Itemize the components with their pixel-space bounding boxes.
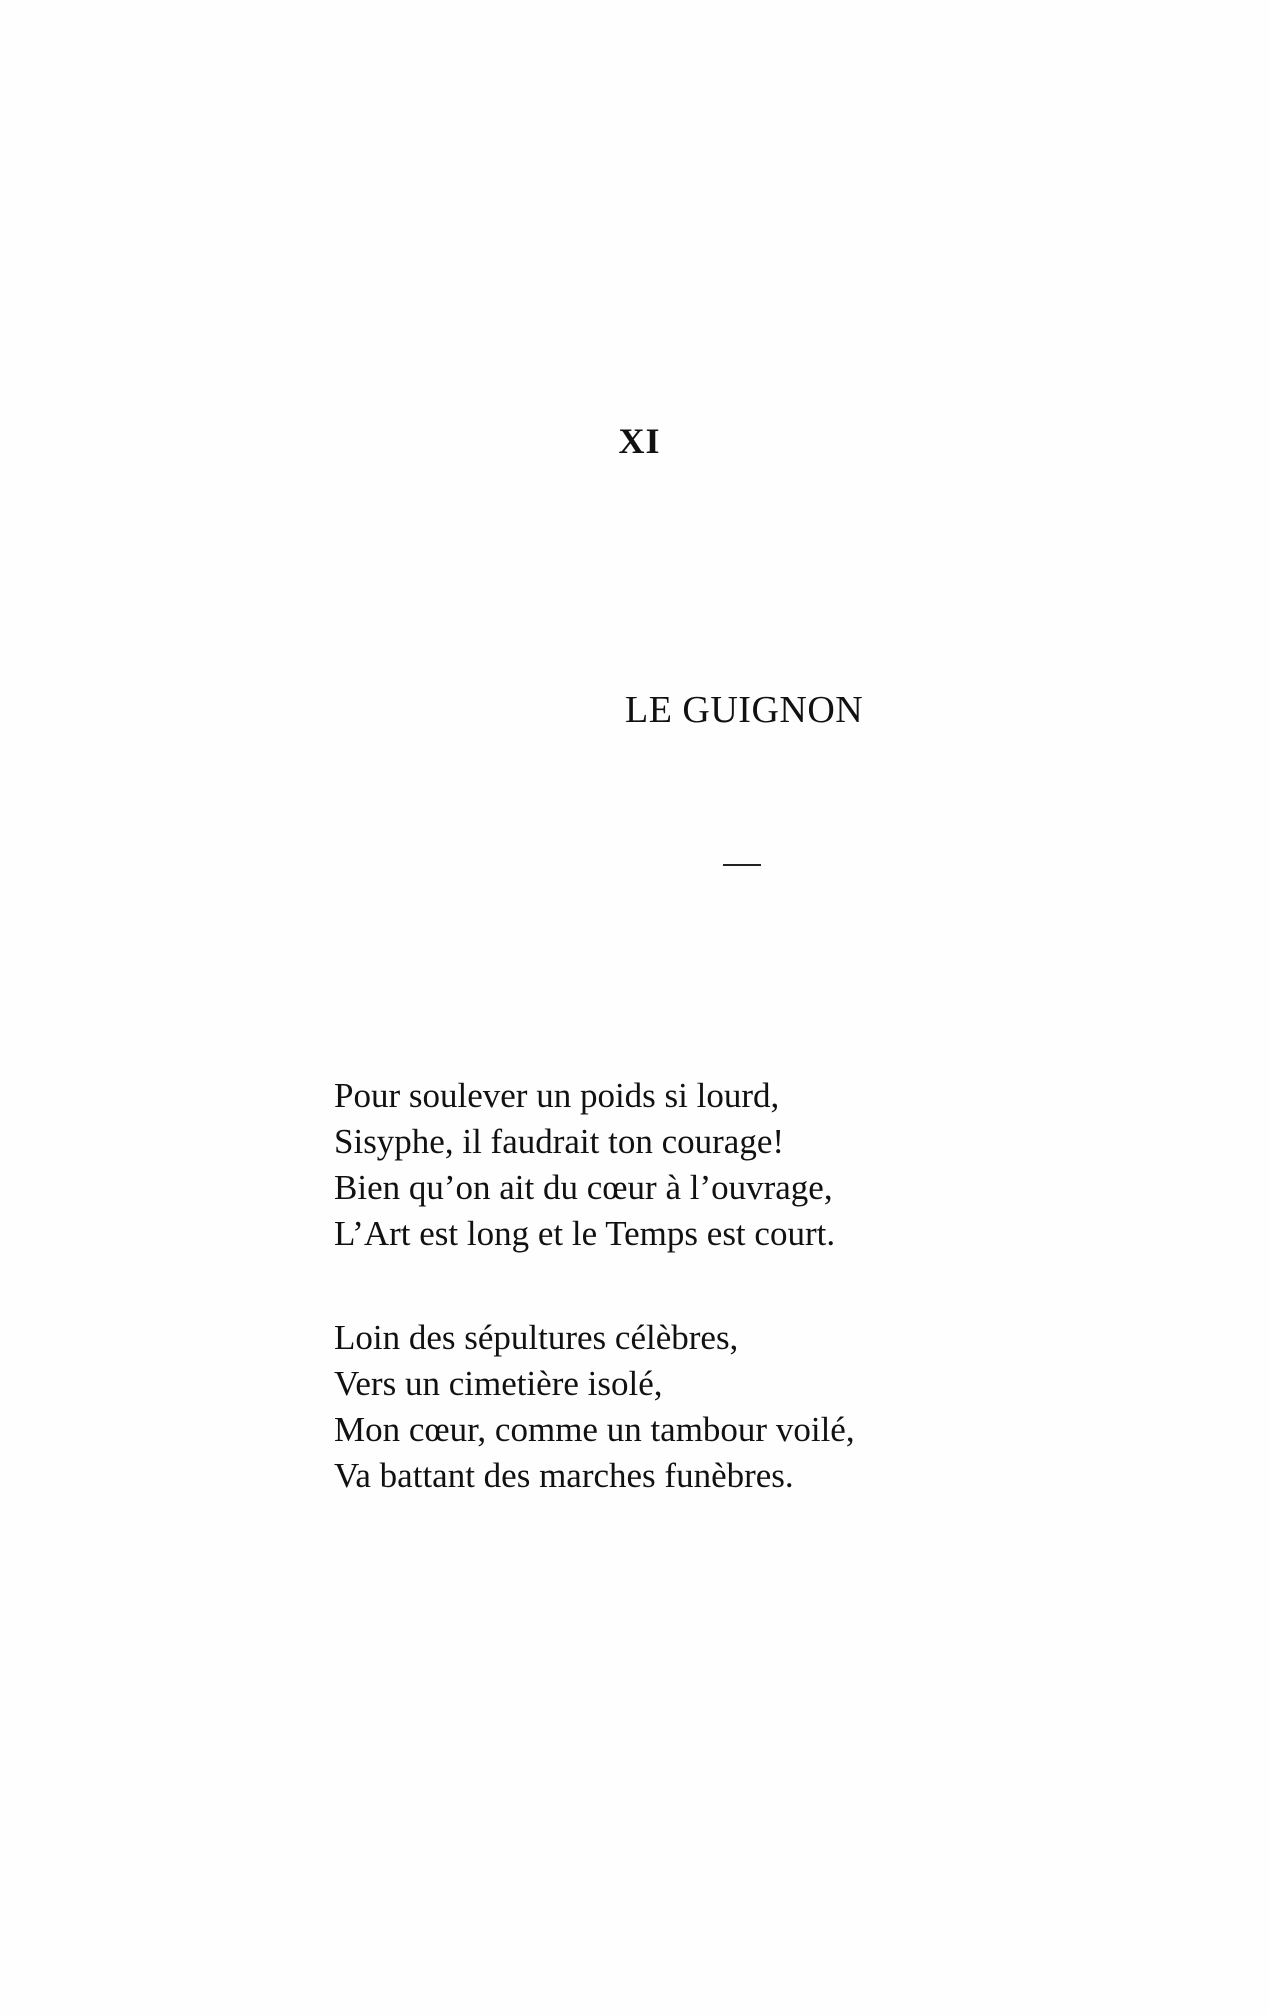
- verse-line: L’Art est long et le Temps est court.: [334, 1214, 836, 1253]
- section-number: XI: [618, 421, 661, 461]
- verse-line: Sisyphe, il faudrait ton courage!: [334, 1122, 785, 1161]
- stanza-2: [334, 1315, 934, 1499]
- verse-line: Vers un cimetière isolé,: [334, 1364, 663, 1403]
- verse-line: Loin des sépultures célèbres,: [334, 1318, 739, 1357]
- verse-line: Va battant des marches funèbres.: [334, 1456, 794, 1495]
- verse-line: Mon cœur, comme un tambour voilé,: [334, 1410, 855, 1449]
- title-separator-dash: [723, 864, 761, 866]
- verse-line: Bien qu’on ait du cœur à l’ouvrage,: [334, 1168, 833, 1207]
- poem-title: LE GUIGNON: [625, 689, 864, 731]
- verse-line: Pour soulever un poids si lourd,: [334, 1076, 780, 1115]
- stanza-1: [334, 1073, 934, 1257]
